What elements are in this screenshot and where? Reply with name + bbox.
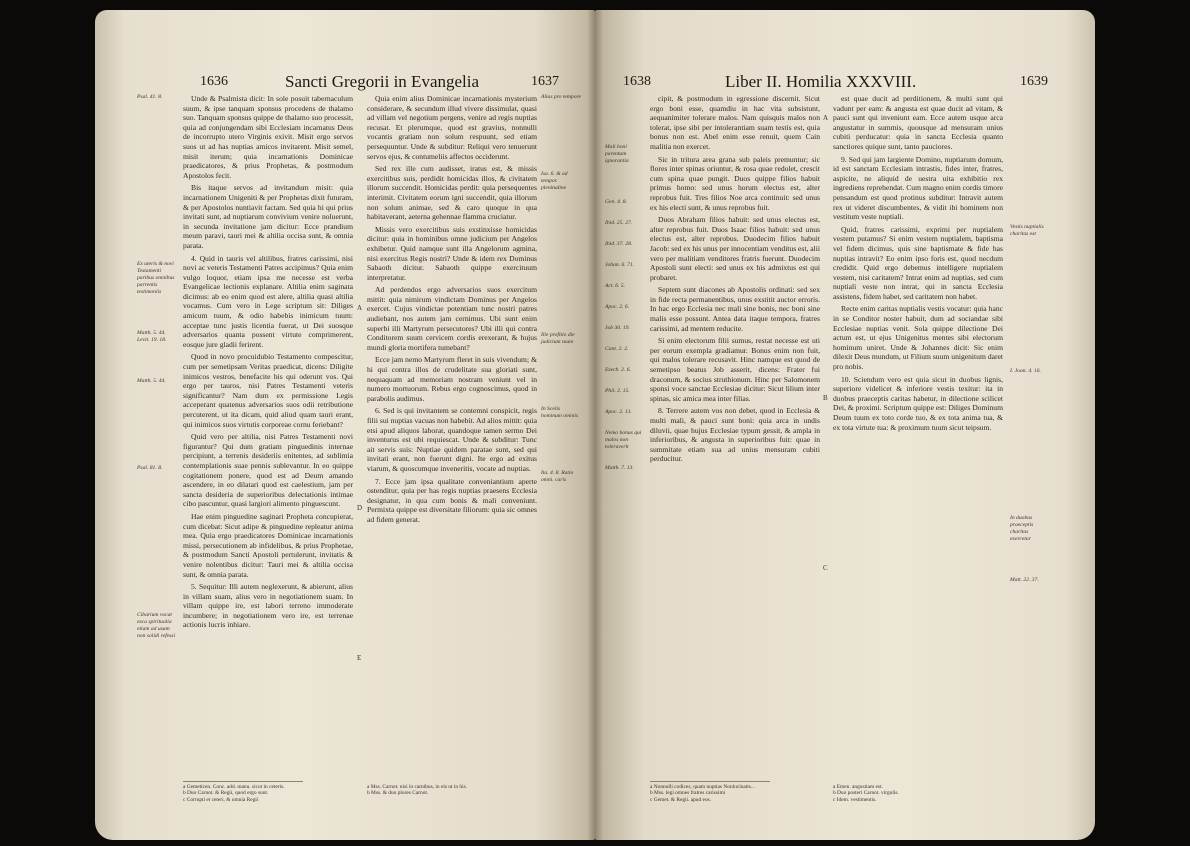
margin-note: Ibid. 37. 28. <box>605 241 633 247</box>
footnote: c Corrupti et ceteri, & omnia Regii <box>183 796 259 803</box>
margin-note: Mali boni parentum ignorantia <box>605 144 629 164</box>
open-book <box>95 10 1095 840</box>
right-page-number-outer: 1638 <box>623 74 651 89</box>
margin-note: In duobus praeceptis charitas exercetur <box>1010 515 1034 542</box>
right-inner-margin-notes <box>605 94 645 794</box>
paragraph: cipit, & postmodum in egressione discernit. Sicut ergo boni esse, quamdiu in hac vita subsistunt, aequanimiter tolerare malos. Nam quisquis malos non tolerat, ipse sibi per intolerantiam suam testis est, quia bonus non est. Abel enim esse renuit, quem Cain malitia non exercet. <box>650 94 820 151</box>
footnote: b Duo Carnot. & Regii, quod ergo sunt. <box>183 790 269 797</box>
margin-note: Vestis nuptialis charitas est <box>1010 224 1044 237</box>
paragraph: 5. Sequitur: Illi autem neglexerunt, & abierunt, alius in villam suam, alius vero in negotiationem suam. In villam quippe ire, est labori terreno immoderate incumbere; in negotiationem vero ire, est terrenae actionis lucris inhiare. <box>183 582 353 630</box>
right-section-letters <box>823 94 831 784</box>
margin-note: Phil. 2. 15. <box>605 388 630 394</box>
margin-note: Job 30. 19. <box>605 325 630 331</box>
footnote: c Idem. vestimentis. <box>833 796 877 803</box>
paragraph: 4. Quid in tauris vel altilibus, fratres carissimi, nisi novi ac veteris Testamenti Patres accipimus? Quia enim vulgo loquor, etiam ipsa me necesse est verba Evangelicae lectionis explanare. Altilia enim saginata dicimus: ab eo enim quod est alere, altilia quasi altilia vocamus. Cum vero in Lege scriptum sit: Diliges amicum tuum, & odio habebis inimicum tuum: acceptae tunc justis licentia fuerat, ut Dei suosque adversarios quanta possent virtute comprimerent, eosque jure gladii ferirent. <box>183 253 353 349</box>
margin-note: Johan. 6. 71. <box>605 262 635 268</box>
right-column-1 <box>650 94 820 784</box>
left-inner-margin-notes <box>541 94 581 794</box>
paragraph: Quia enim alius Dominicae incarnationis mysterium considerare, & secundum illud vivere dissimulat, quasi ad villam vel negotium pergens, venire ad regis nuptias recusat. Et plerumque, quod est gravius, nonnulli vocantis gratiam non solum respuunt, sed etiam persequuntur. Unde & subditur: Reliqui vero tenuerunt servos ejus, & contumeliis affectos occiderunt. <box>367 94 537 161</box>
paragraph: Ecce jam nemo Martyrum fleret in suis vivendum; & hi qui contra illos de crudelitate sua gloriati sunt, nequaquam ad memoriam nostram veniunt vel in numero mortuorum. Rebus ergo cognoscimus, quod in parabolis audimus. <box>367 355 537 403</box>
footnote: a Mss. Carnot. nisi in carnibus, in eis ut in his. <box>367 784 468 790</box>
right-footnotes-2 <box>833 784 1003 803</box>
margin-note: Ex uteris & novi Testamenti paribus omnibus parrentis testimoniis <box>137 261 175 295</box>
paragraph: Quid, fratres carissimi, exprimi per nuptialem vestem putamus? Si enim vestem nuptialem, baptisma vel fidem dicimus, quis sine baptismate & fide has nuptias intravit? Eo enim ipso foris est, quod necdum credidit. Quid ergo debemus intelligere nuptialem vestem, nisi caritatem? Intrat enim ad nuptias, sed cum nuptiali veste non intrat, qui in sancta Ecclesia assistens, fidem habet, sed caritatem non habet. <box>833 224 1003 301</box>
margin-note: In Scelis hominum ominis <box>541 406 579 419</box>
section-letter: A <box>357 304 363 312</box>
paragraph: Bis itaque servos ad invitandum misit: quia incarnationem Unigeniti & per Prophetas dixit futuram, & per Apostolos nuntiavit factam. Sed quia hi qui prius invitati sunt, ad nuptiarum convivium venire noluerunt, in secunda invitatione jam dicitur: Ecce prandium meum paravi, tauri mei & altilia occisa sunt, & omnia parata. <box>183 183 353 250</box>
left-column-1 <box>183 94 353 784</box>
right-outer-margin-notes <box>1010 94 1050 794</box>
paragraph: Septem sunt diacones ab Apostolis ordinati: sed sex in fide recta permanentibus, unus exstitit auctor erroris. In hac ergo Ecclesia nec mali sine bonis, nec boni sine malis esse possunt. Antea data itaque tempora, fratres carissimi, ad mentem reducite. <box>650 285 820 333</box>
paragraph: Quod in novo procuidubio Testamento compescitur, cum per semetipsam Veritas praedicat, dicens: Diligite inimicos vestros, benefacite his qui oderunt vos. Qui ergo per tauros, nisi Patres Testamenti veteris significantur? Nam dum ex permissione Legis acceperant quatenus adversarios suos odii retributione percuterent, ut ita dicam, quid aliud quam tauri erant, qui inimicos suos virtutis corporeae cornu feriebant? <box>183 352 353 429</box>
left-page <box>95 10 595 840</box>
footnote: b Mss. & duo plures Carnot. <box>367 790 429 797</box>
right-page <box>595 10 1095 840</box>
footnote: c Gemet. & Regii. apud eos. <box>650 796 712 803</box>
paragraph: est quae ducit ad perditionem, & multi sunt qui vadunt per eam: & angusta est quae ducit ad vitam, & pauci sunt qui inveniunt eam. Ecce autem usque arca angustatur in summis, quousque ad mensuram unius cubiti perducatur: quia in sancta Ecclesia quanto sanctiores quique sunt, tanto pauciores. <box>833 94 1003 151</box>
paragraph: Quid vero per altilia, nisi Patres Testamenti novi figurantur? Qui dum gratiam pinguedinis internae percipiunt, a terrenis desideriis enitentes, ad sublimia contemplationis suae pennis sublevantur. In eo quippe cogitationem ponere, quod est ad Deum amando ascendere, in eo dilatari quod est caelestium, jam per sancta desideria de superioribus delectationis intimae cibo pascuntur, quasi largiori alimento pinguescunt. <box>183 432 353 509</box>
margin-note: Nemo bonus qui malos non toleraverit <box>605 430 642 450</box>
left-page-number-outer: 1636 <box>200 74 228 89</box>
right-footnotes-1 <box>650 784 820 803</box>
footnote-rule <box>650 781 770 782</box>
paragraph: Sic in tritura area grana sub paleis premuntur; sic flores inter spinas oriuntur, & rosa quae redolet, crescit cum spina quae pungit. Duos quippe filios habuit primus homo: sed unus horum electus est, alter reprobus fuit. Tres filios Noe arca continuit: sed unus ex his electi sunt, & unus reprobus fuit. <box>650 154 820 212</box>
margin-note: Apoc. 2. 13. <box>605 409 632 415</box>
paragraph: Duos Abraham filios habuit: sed unus electus est, alter reprobus fuit. Duos Isaac filios habuit: sed unus electus est, alter reprobus. Duodecim filios habuit Jacob: sed ex his unus per innocentiam venditus est, alii vero per malitiam venditores fratris fuerunt. Duodecim Apostoli sunt electi: sed unus ex his admixtus est qui probaret. <box>650 215 820 282</box>
right-page-number-inner: 1639 <box>1020 74 1048 89</box>
margin-note: Apoc. 2. 6. <box>605 304 630 310</box>
paragraph: 7. Ecce jam ipsa qualitate conveniantium aperte ostenditur, quia per has regis nuptias praesens Ecclesia designatur, in qua cum bonis & mali conveniunt. Permixta quippe est diversitate filiorum: quia sic omnes ad fidem generat. <box>367 476 537 524</box>
margin-note: Ibid. 25. 27. <box>605 220 633 226</box>
margin-note: Matt. 22. 37. <box>1010 577 1039 583</box>
footnote: a Emen. angustiam est. <box>833 784 883 790</box>
paragraph: Sed rex ille cum audisset, iratus est, & missis exercitibus suis, perdidit homicidas illos, & civitatem illorum succendit. Homicidas perdit: quia persequentes interimit. Civitatem eorum igni succendit, quia illorum non solum animae, sed & caro quoque in qua habitaverant, aeterna gehennae flamma cruciatur. <box>367 164 537 222</box>
margin-note: Matth. 7. 13. <box>605 465 634 471</box>
margin-note: Gen. 4. 8. <box>605 199 627 205</box>
left-page-number-inner: 1637 <box>531 74 559 89</box>
right-running-title: Liber II. Homilia XXXVIII. <box>725 72 917 91</box>
margin-note: Matth. 5. 44. Levit. 19. 18. <box>137 330 167 343</box>
paragraph: Si enim electorum filii sumus, restat necesse est uti per eorum exempla gradiamur. Bonus enim non fuit, qui malos tolerare recusavit. Hinc namque est quod de semetipso beatus Job asserit, dicens: Frater fui draconum, & socius struthionum. Hinc per Salomonem sponsi voce sanctae Ecclesiae dicitur: Sicut lilium inter spinas, sic amica mea inter filias. <box>650 336 820 403</box>
margin-note: Psal. 41. 8. <box>137 94 163 100</box>
margin-note: Matth. 5. 44. <box>137 378 166 384</box>
margin-note: Ezech. 2. 6. <box>605 367 631 373</box>
left-column-2 <box>367 94 537 784</box>
paragraph: 8. Terrere autem vos non debet, quod in Ecclesia & multi mali, & pauci sunt boni: quia arca in undis diluvii, quae hujus Ecclesiae typum gessit, & ampla in inferioribus, & angusta in superioribus fuit: quae in summitate etiam sua ad unius mensuram cubiti perducitur. <box>650 406 820 464</box>
margin-note: Ita. 4. 8. Ratio omni. caris <box>541 470 574 483</box>
margin-note: Psal. 81. 8. <box>137 465 163 471</box>
section-letter: C <box>823 564 828 572</box>
left-footnotes-1 <box>183 784 353 803</box>
right-column-2 <box>833 94 1003 784</box>
left-footnotes-2 <box>367 784 537 797</box>
footnote: a Nonnulli codices, quam nuptias Nonlucinatis... <box>650 784 755 790</box>
footnote-rule <box>183 781 303 782</box>
paragraph: Missis vero exercitibus suis exstinxisse homicidas dicitur: quia in hominibus omne judicium per Angelos exhibetur. Quid namque sunt illa Angelorum agmina, nisi exercitus Regis nostri? Unde & idem rex Dominus Sabaoth dicitur. Sabaoth quippe exercituum interpretatur. <box>367 224 537 282</box>
margin-note: I. Joan. 4. 16. <box>1010 368 1041 374</box>
section-letter: E <box>357 654 362 662</box>
section-letter: D <box>357 504 363 512</box>
footnote: a Gemeticen. Conc. add. manu. sicut in ceteris. <box>183 784 285 790</box>
left-outer-margin-notes <box>137 94 177 794</box>
paragraph: Unde & Psalmista dicit: In sole posuit tabernaculum suum, & ipse tanquam sponsus procedens de thalamo suo. Tanquam sponsus quippe de thalamo suo processit, quia ad conjungendam sibi Ecclesiam incarnatus Deus de incorrupto utero Virginis exivit. Misit ergo servos suos ut ad has nuptias amicos invitarent. Misit semel, misit iterum; quia incarnationis Dominicae praedicatores, & prius Prophetas, & postmodum Apostolos fecit. <box>183 94 353 180</box>
paragraph: Hae enim pinguedine saginari Propheta concupierat, cum dicebat: Sicut adipe & pinguedine repleatur anima mea. Quia ergo praedicatores Dominicae incarnationis missi, persecutionem ab infidelibus, & prius Prophetae, & postmodum Sancti Apostoli pertulerunt, invitatis & venire nolentibus dicitur: Tauri mei & altilia occisa sunt, & omnia parata. <box>183 511 353 579</box>
margin-note: Cant. 2. 2. <box>605 346 629 352</box>
left-running-title: Sancti Gregorii in Evangelia <box>285 72 480 91</box>
paragraph: 9. Sed qui jam largiente Domino, nuptiarum domum, id est sanctam Ecclesiam intrastis, fides inter, fratres, aspicite, ne aliquid de uestra uita exhibitio rex ingrediens reprehendat. Cum magno enim cordis timore pensandum est quod protinus subditur: Intravit autem rex ut videret discumbentes, & vidit ibi hominem non vestitum veste nuptiali. <box>833 154 1003 222</box>
footnote: b Mss. legi omnes fratres carissimi <box>650 790 726 797</box>
paragraph: Recte enim caritas nuptialis vestis vocatur: quia hanc in se Conditor noster habuit, dum ad sociandae sibi Ecclesiae nuptias venit. Sola quippe dilectione Dei actum est, ut ejus Unigenitus mentes sibi electorum hominum uniret. Unde & Johannes dicit: Sic enim dilexit Deus mundum, ut Filium suum unigenitum daret pro nobis. <box>833 304 1003 372</box>
margin-note: Ille profitio die judicium tuum <box>541 332 575 345</box>
margin-note: Act. 6. 5. <box>605 283 626 289</box>
paragraph: 6. Sed is qui invitantem se contemni conspicit, regis filii sui nuptias vacuas non habebit. Ad alios mittit: quia etsi apud aliquos laborat, quandoque tamen sermo Dei inventurus est ubi requiescat. Unde & subditur: Tunc ait servis suis: Nuptiae quidem paratae sunt, sed qui invitati erant, non fuerunt digni. Ite ergo ad exitus viarum, & quoscumque inveneritis, vocate ad nuptias. <box>367 406 537 473</box>
section-letter: A <box>823 114 829 122</box>
paragraph: Ad perdendos ergo adversarios suos exercitum mittit: quia nimirum vindictam Dominus per Angelos exercet. Cujus vindictae potentiam tunc nostri patres audiebant, nos autem jam cernimus. Ubi sunt enim superbi illi Martyrum persecutores? Ubi illi qui contra Conditorem suum cervicem cordis erexerant, & hujus mundi gloria mortifera tumebant? <box>367 285 537 352</box>
margin-note: Alias pro tempore <box>541 94 581 100</box>
paragraph: 10. Sciendum vero est quia sicut in duobus lignis, superiore videlicet & inferiore vestis texitur: ita in duobus praeceptis caritas habetur, in dilectione scilicet Dei, & proximi. Scriptum quippe est: Diliges Dominum Deum tuum ex toto corde tuo, & ex tota anima tua, & ex tota virtute tua: & proximum tuum sicut teipsum. <box>833 374 1003 432</box>
margin-note: Isa. 6. & ad tempor. plenitudine <box>541 171 568 191</box>
left-section-letters <box>357 94 365 784</box>
footnote: b Duo posteri Carnot. virgulis. <box>833 790 899 797</box>
margin-note: Cibarium vocat esca spiritualia etiam ad usum non solidi refessi <box>137 612 176 639</box>
section-letter: B <box>823 394 828 402</box>
